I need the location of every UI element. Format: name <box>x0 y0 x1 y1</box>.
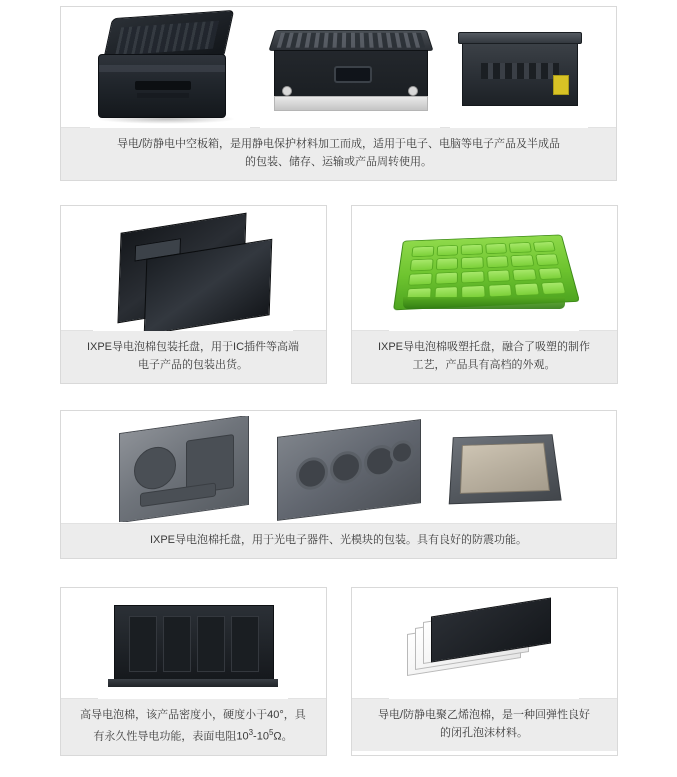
caption-line: 的闭孔泡沫材料。 <box>440 727 528 739</box>
gallery-row-3 <box>0 410 677 559</box>
foam-tray-cutout-middle-icon <box>269 416 429 522</box>
caption-line: 高导电泡棉，该产品密度小，硬度小于40°，具 <box>80 709 306 721</box>
gallery-row-1 <box>0 6 677 181</box>
foam-tray-beige-right-icon <box>439 416 569 522</box>
product-gallery-page <box>0 6 677 777</box>
card-media <box>61 206 326 330</box>
caption-line: IXPE导电泡棉包装托盘，用于IC插件等高端 <box>86 341 300 353</box>
gallery-row-4 <box>0 587 677 756</box>
card-hollow-board-box <box>60 6 617 181</box>
pe-foam-sheets-stack-icon <box>389 591 579 699</box>
card-caption <box>352 330 617 383</box>
card-caption <box>61 127 616 180</box>
card-media <box>61 411 616 523</box>
ixpe-black-foam-trays-icon <box>93 209 293 331</box>
conductive-crate-with-handle-icon <box>260 10 440 128</box>
card-media <box>61 588 326 698</box>
caption-line-resistance <box>75 724 312 746</box>
card-high-conductive-foam <box>60 587 327 756</box>
green-blister-tray-icon <box>389 209 579 331</box>
card-ixpe-ic-tray <box>60 205 327 384</box>
card-media <box>352 588 617 698</box>
caption-line: IXPE导电泡棉托盘，用于光电子器件、光模块的包装。具有良好的防震功能。 <box>149 534 528 546</box>
caption-line: 导电/防静电中空板箱，是用静电保护材料加工而成，适用于电子、电脑等电子产品及半成品 <box>116 138 561 150</box>
high-conductive-foam-block-icon <box>98 591 288 699</box>
caption-text: 有永久性导电功能，表面电阻10 <box>93 730 249 743</box>
conductive-box-with-label-icon <box>450 10 588 128</box>
card-media <box>61 7 616 127</box>
card-caption <box>61 523 616 558</box>
card-caption <box>352 698 617 751</box>
exponent-3: 3 <box>248 728 254 737</box>
caption-line: 的包装、储存、运输或产品周转使用。 <box>245 156 432 168</box>
caption-text: Ω。 <box>273 730 293 743</box>
conductive-case-open-icon <box>90 10 250 128</box>
caption-line: 工艺，产品具有高档的外观。 <box>412 359 556 371</box>
card-caption <box>61 330 326 383</box>
card-caption <box>61 698 326 755</box>
caption-line: 电子产品的包装出货。 <box>138 359 248 371</box>
caption-line: 导电/防静电聚乙烯泡棉，是一种回弹性良好 <box>377 709 591 721</box>
foam-tray-cutout-left-icon <box>109 416 259 522</box>
caption-text: -10 <box>253 730 269 743</box>
exponent-5: 5 <box>268 728 274 737</box>
card-ixpe-blister-tray <box>351 205 618 384</box>
card-antistatic-pe-foam <box>351 587 618 756</box>
card-media <box>352 206 617 330</box>
card-ixpe-optical-tray <box>60 410 617 559</box>
gallery-row-2 <box>0 205 677 384</box>
caption-line: IXPE导电泡棉吸塑托盘，融合了吸塑的制作 <box>377 341 591 353</box>
